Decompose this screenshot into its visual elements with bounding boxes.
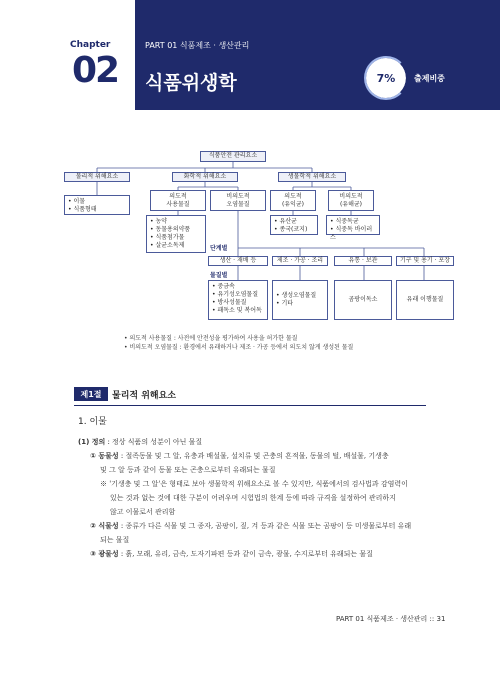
exam-weight-value: 7% — [376, 71, 396, 85]
subsection-title: 1. 이물 — [78, 417, 107, 427]
plant-head: ② 식물성 — [90, 522, 119, 530]
list-item: • 이물 — [68, 198, 86, 205]
chemical-intentional-node: 의도적 사용물질 — [150, 190, 206, 211]
animal-paragraph — [90, 451, 389, 461]
diagram-note: • 의도적 사용물질 : 사전에 안전성을 평가하여 사용을 허가한 물질 — [124, 335, 298, 342]
animal-text: : 절족동물 및 그 알, 유충과 배설물, 설치류 및 곤충의 흔적물, 동물의 털, 배설물, 기생충 — [118, 452, 389, 460]
part-label: PART 01 식품제조 · 생산관리 — [145, 41, 250, 50]
biological-intentional-items — [270, 215, 318, 235]
list-item: • 식중독균 — [330, 218, 359, 225]
biological-intentional-node: 의도적 (유익균) — [270, 190, 316, 211]
list-item: • 기타 — [276, 300, 294, 307]
list-item: • 살균소독제 — [150, 242, 185, 249]
animal-head: ① 동물성 — [90, 452, 119, 460]
list-item: • 중금속 — [212, 283, 235, 290]
list-item: • 패독소 및 복어독 — [212, 307, 262, 314]
plant-text: : 종류가 다른 식물 및 그 종자, 곰팡이, 짚, 겨 등과 같은 식물 또는 곰팡이 등 미생물로부터 유래 — [118, 522, 412, 530]
list-item: • 방사성물질 — [212, 299, 247, 306]
chemical-hazard-node: 화학적 위해요소 — [172, 172, 238, 182]
plant-paragraph — [90, 521, 411, 531]
distribution-substances: 곰팡이독소 — [334, 280, 392, 320]
stage-manufacturing: 제조 · 가공 · 조리 — [272, 256, 328, 266]
stage-tag: 단계별 — [210, 245, 228, 252]
definition-paragraph — [78, 437, 202, 447]
chapter-number: 02 — [72, 50, 119, 91]
list-item: • 농약 — [150, 218, 168, 225]
list-item: • 식품첨가물 — [150, 234, 185, 241]
chapter-title: 식품위생학 — [145, 72, 237, 94]
list-item: • 식중독 바이러스 — [330, 226, 373, 241]
mineral-text: : 흙, 모래, 유리, 금속, 도자기파편 등과 같이 금속, 광물, 수지로부터 유래되는 물질 — [118, 550, 373, 558]
list-item: • 동물용의약품 — [150, 226, 191, 233]
chemical-intentional-items — [146, 215, 206, 253]
mineral-paragraph — [90, 549, 373, 559]
diagram-root-node: 식품안전 관리요소 — [200, 151, 266, 162]
biological-unintentional-node: 비의도적 (유해균) — [328, 190, 374, 211]
stage-production: 생산 · 재배 등 — [208, 256, 268, 266]
note-text-line: 있는 것과 없는 것에 대한 구분이 어려우며 시험법의 한계 등에 따라 규격을 설정하여 관리하지 — [110, 494, 396, 502]
biological-unintentional-items — [326, 215, 380, 241]
physical-hazard-node: 물리적 위해요소 — [64, 172, 130, 182]
diagram-note: • 비의도적 오염물질 : 환경에서 유래하거나 제조 · 가공 등에서 의도치 않게 생성된 물질 — [124, 344, 354, 351]
section-divider — [74, 405, 426, 406]
note-text-line: 않고 이물로서 관리함 — [110, 508, 176, 516]
animal-text-line: 및 그 알 등과 같이 동물 또는 곤충으로부터 유래되는 물질 — [100, 466, 276, 474]
exam-weight-label: 출제비중 — [414, 74, 445, 83]
definition-text: : 정상 식품의 성분이 아닌 물질 — [105, 438, 203, 446]
packaging-substances: 유래 이행물질 — [396, 280, 454, 320]
chapter-label: Chapter — [70, 40, 111, 50]
section-title: 물리적 위해요소 — [112, 391, 176, 401]
definition-head: (1) 정의 — [78, 438, 106, 446]
list-item: • 생성오염물질 — [276, 292, 317, 299]
section-badge: 제1절 — [74, 387, 108, 401]
mineral-head: ③ 광물성 — [90, 550, 119, 558]
note-text-line: ※ '기생충 및 그 알'은 형태로 보아 생물학적 위해요소로 볼 수 있지만, 식품에서의 검사법과 감염력이 — [100, 480, 408, 488]
stage-distribution: 유통 · 보관 — [334, 256, 392, 266]
list-item: • 종국(코지) — [274, 226, 308, 233]
physical-items — [64, 195, 130, 215]
list-item: • 유산균 — [274, 218, 297, 225]
stage-packaging: 기구 및 용기 · 포장 — [396, 256, 454, 266]
chemical-unintentional-node: 비의도적 오염물질 — [210, 190, 266, 211]
page-footer: PART 01 식품제조 · 생산관리 :: 31 — [336, 615, 446, 623]
substance-tag: 물질별 — [210, 272, 228, 279]
biological-hazard-node: 생물학적 위해요소 — [278, 172, 346, 182]
list-item: • 유기성오염물질 — [212, 291, 259, 298]
production-substances — [208, 280, 268, 320]
list-item: • 식품형태 — [68, 206, 97, 213]
plant-text-line: 되는 물질 — [100, 536, 130, 544]
manufacturing-substances — [272, 280, 328, 320]
